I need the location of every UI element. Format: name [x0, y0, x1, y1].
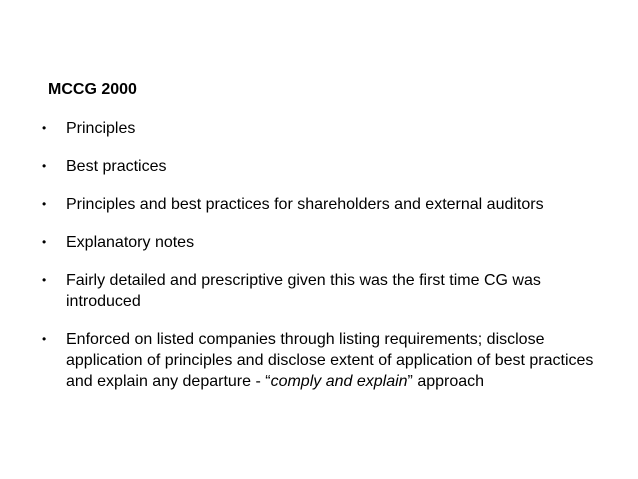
bullet-dot: •: [42, 121, 47, 135]
bullet-text: Fairly detailed and prescriptive given this was the first time CG was introduced: [66, 272, 541, 310]
bullet-text: Best practices: [66, 158, 167, 175]
bullet-text-before: Enforced on listed companies through listing requirements; disclose application of principles and disclose extent of application of best practices and explain any departure - “: [66, 331, 594, 390]
bullet-dot: •: [42, 235, 47, 249]
bullet-item-comply-explain: [40, 329, 600, 392]
bullet-item-prescriptive: [40, 270, 600, 312]
bullet-text: Explanatory notes: [66, 234, 195, 251]
bullet-dot: •: [42, 159, 47, 173]
bullet-text-after: ” approach: [407, 373, 485, 390]
bullet-item-principles: [40, 118, 600, 139]
bullet-text: Principles and best practices for shareholders and external auditors: [66, 196, 544, 213]
bullet-dot: •: [42, 332, 47, 346]
bullet-item-shareholders-auditors: [40, 194, 600, 215]
bullet-dot: •: [42, 273, 47, 287]
bullet-text-emphasis: comply and explain: [270, 373, 408, 390]
bullet-item-explanatory-notes: [40, 232, 600, 253]
bullet-text: [66, 331, 593, 390]
slide-heading: MCCG 2000: [48, 81, 137, 98]
bullet-dot: •: [42, 197, 47, 211]
bullet-list: [40, 118, 600, 409]
bullet-text: Principles: [66, 120, 136, 137]
bullet-item-best-practices: [40, 156, 600, 177]
